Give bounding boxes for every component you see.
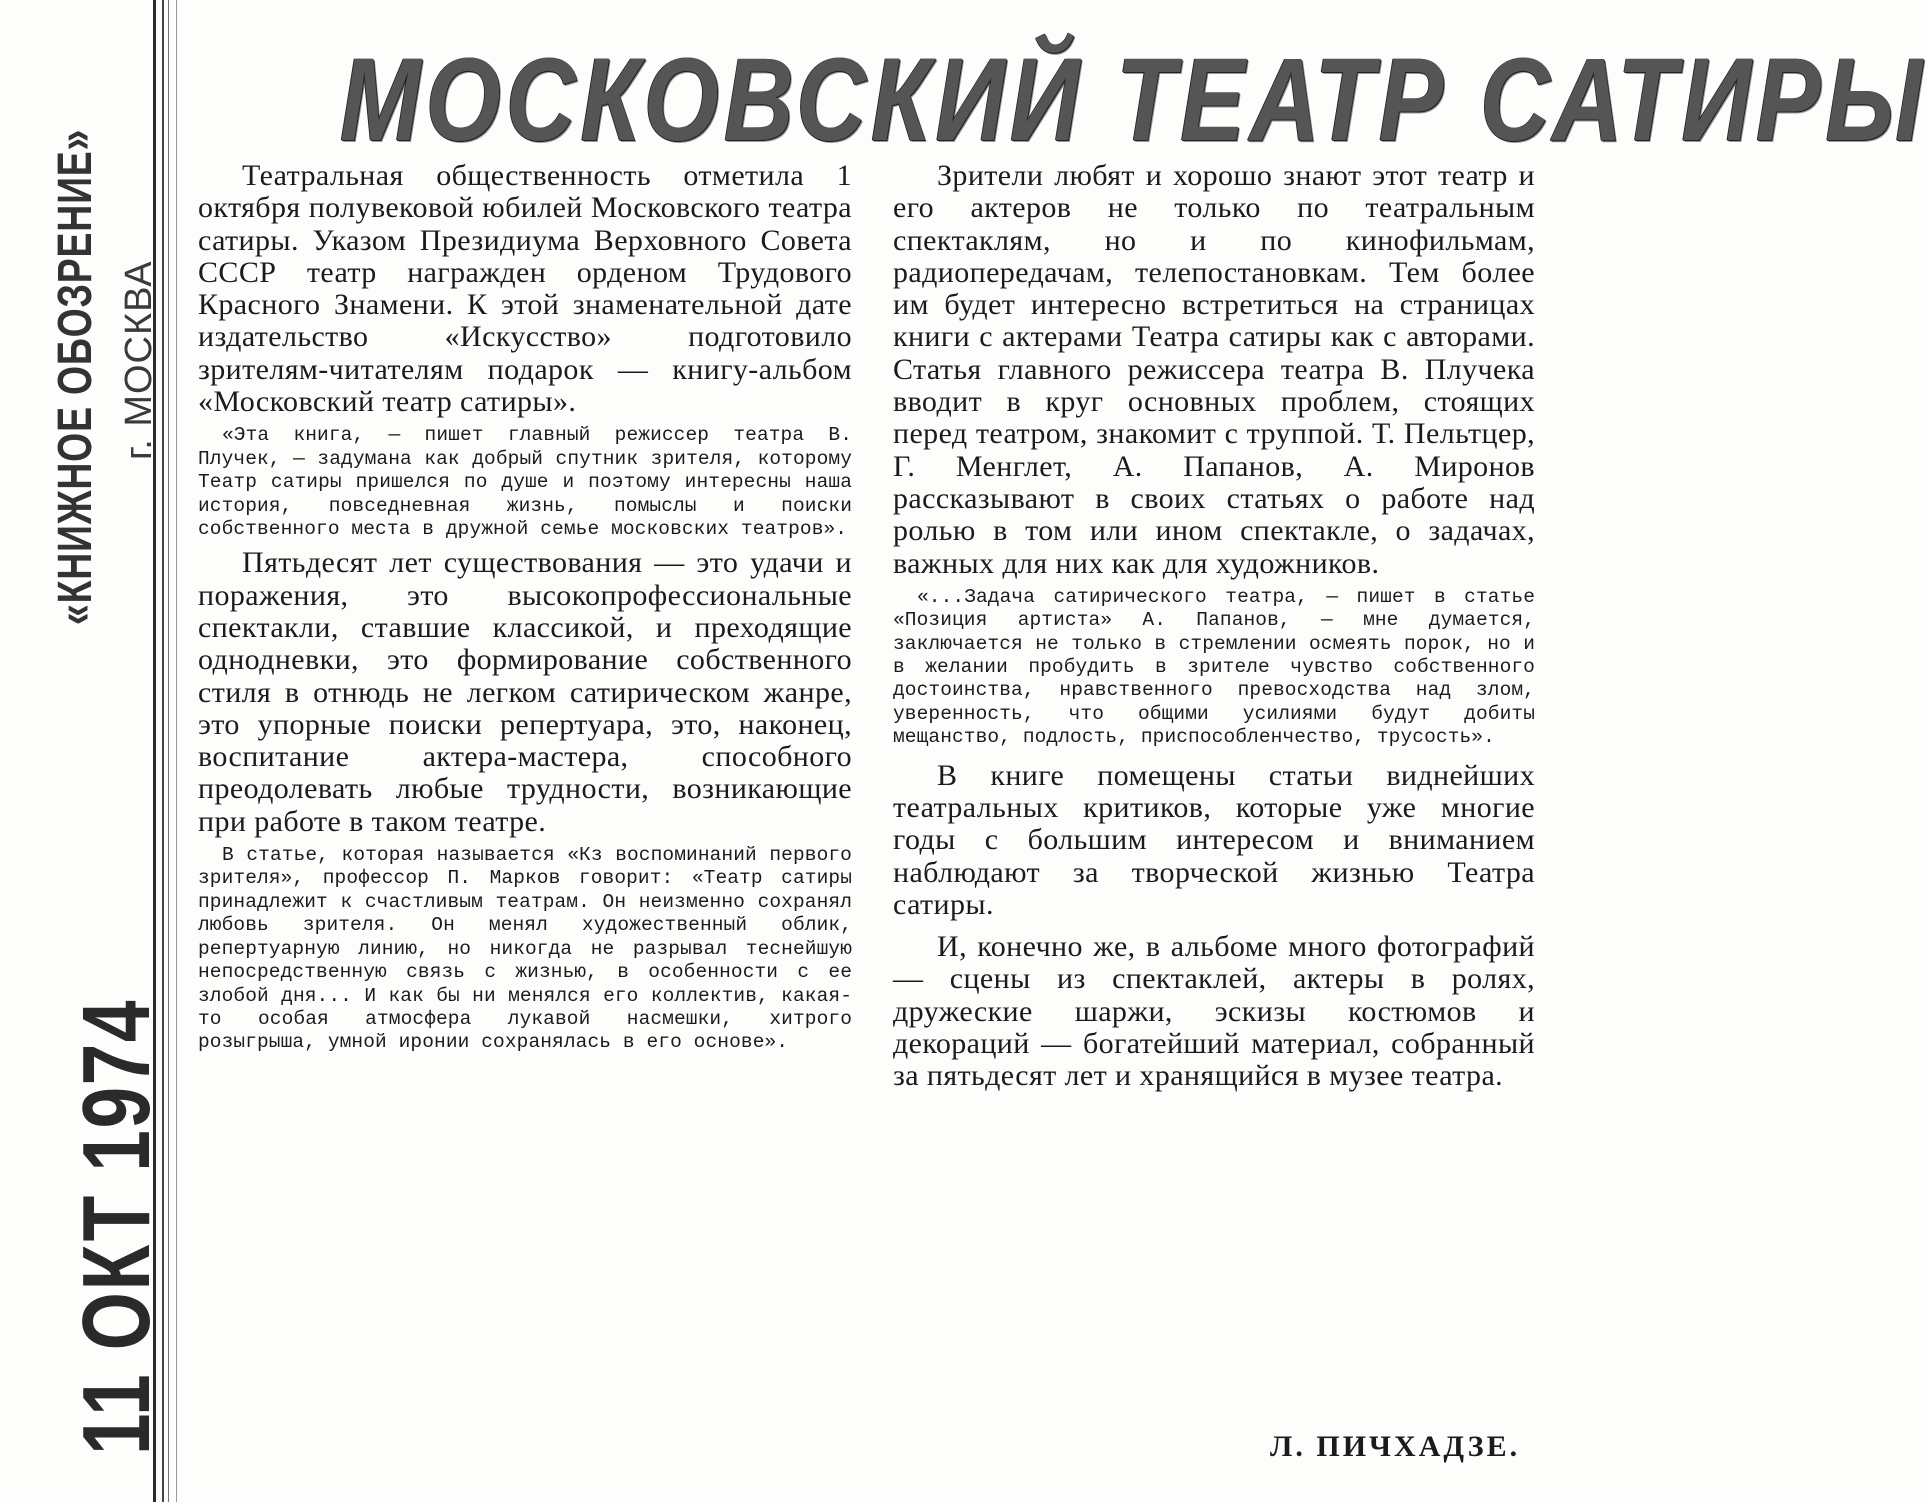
paragraph: И, конечно же, в альбоме много фотографий — сцены из спектаклей, актеры в ролях, дружеские шаржи, эскизы костюмов и декораций — богатейший материал, собранный за пятьдесят лет и хранящийся в музее театра. (893, 930, 1535, 1093)
date-stamp: 11 ОКТ 1974 (63, 998, 170, 1455)
quote-paragraph: «...Задача сатирического театра, — пишет в статье «Позиция артиста» А. Папанов, — мне думается, заключается не только в стремлении осмеять порок, но и в желании пробудить в зрителе чувство собственного достоинства, нравственного превосходства над злом, уверенность, что общими усилиями будут добиты мещанство, подлость, приспособленчество, трусость». (893, 585, 1535, 749)
author-signature: Л. ПИЧХАДЗЕ. (1270, 1430, 1521, 1463)
publication-stamp: «КНИЖНОЕ ОБОЗРЕНИЕ» (49, 128, 102, 625)
quote-paragraph: «Эта книга, — пишет главный режиссер театра В. Плучек, — задумана как добрый спутник зрителя, которому Театр сатиры пришелся по душе и поэтому интересны наша история, повседневная жизнь, помыслы и поиски собственного места в дружной семье московских театров». (198, 424, 852, 540)
paragraph: Театральная общественность отметила 1 октября полувековой юбилей Московского театра сатиры. Указом Президиума Верховного Совета СССР театр награжден орденом Трудового Красного Знамени. К этой знаменательной дате издательство «Искусство» подготовило зрителям-читателям подарок — книгу-альбом «Московский театр сатиры». (198, 159, 852, 419)
quote-paragraph: В статье, которая называется «Кз воспоминаний первого зрителя», профессор П. Марков говорит: «Театр сатиры принадлежит к счастливым театрам. Он неизменно сохранял любовь зрителя. Он менял художественный облик, репертуарную линию, но никогда не разрывал теснейшую непосредственную связь с жизнью, в особенности с ее злобой дня... И как бы ни менялся его коллектив, какая-то особая атмосфера лукавой насмешки, хитрого розыгрыша, умной иронии сохранялась в его основе». (198, 844, 852, 1054)
city-stamp: г. МОСКВА (118, 260, 160, 460)
column-rule (176, 0, 177, 1502)
paragraph: В книге помещены статьи виднейших театральных критиков, которые уже многие годы с большим интересом и вниманием наблюдают за творческой жизнью Театра сатиры. (893, 758, 1535, 921)
paragraph: Пятьдесят лет существования — это удачи и поражения, это высокопрофессиональные спектакли, ставшие классикой, и преходящие однодневки, это формирование собственного стиля в отнюдь не легком сатирическом жанре, это упорные поиски репертуара, это, наконец, воспитание актера-мастера, способного преодолевать любые трудности, возникающие при работе в таком театре. (198, 546, 852, 838)
paragraph: Зрители любят и хорошо знают этот театр и его актеров не только по театральным спектаклям, но и по кинофильмам, радиопередачам, телепостановкам. Тем более им будет интересно встретиться на страницах книги с актерами Театра сатиры как с авторами. Статья главного режиссера театра В. Плучека вводит в круг основных проблем, стоящих перед театром, знакомит с труппой. Т. Пельтцер, Г. Менглет, А. Папанов, А. Миронов рассказывают в своих статьях о работе над ролью в том или ином спектакле, о задачах, важных для них как для художников. (893, 159, 1535, 580)
right-column (893, 160, 1535, 1093)
left-column (198, 160, 852, 1055)
headline: МОСКОВСКИЙ ТЕАТР САТИРЫ (340, 34, 1927, 166)
